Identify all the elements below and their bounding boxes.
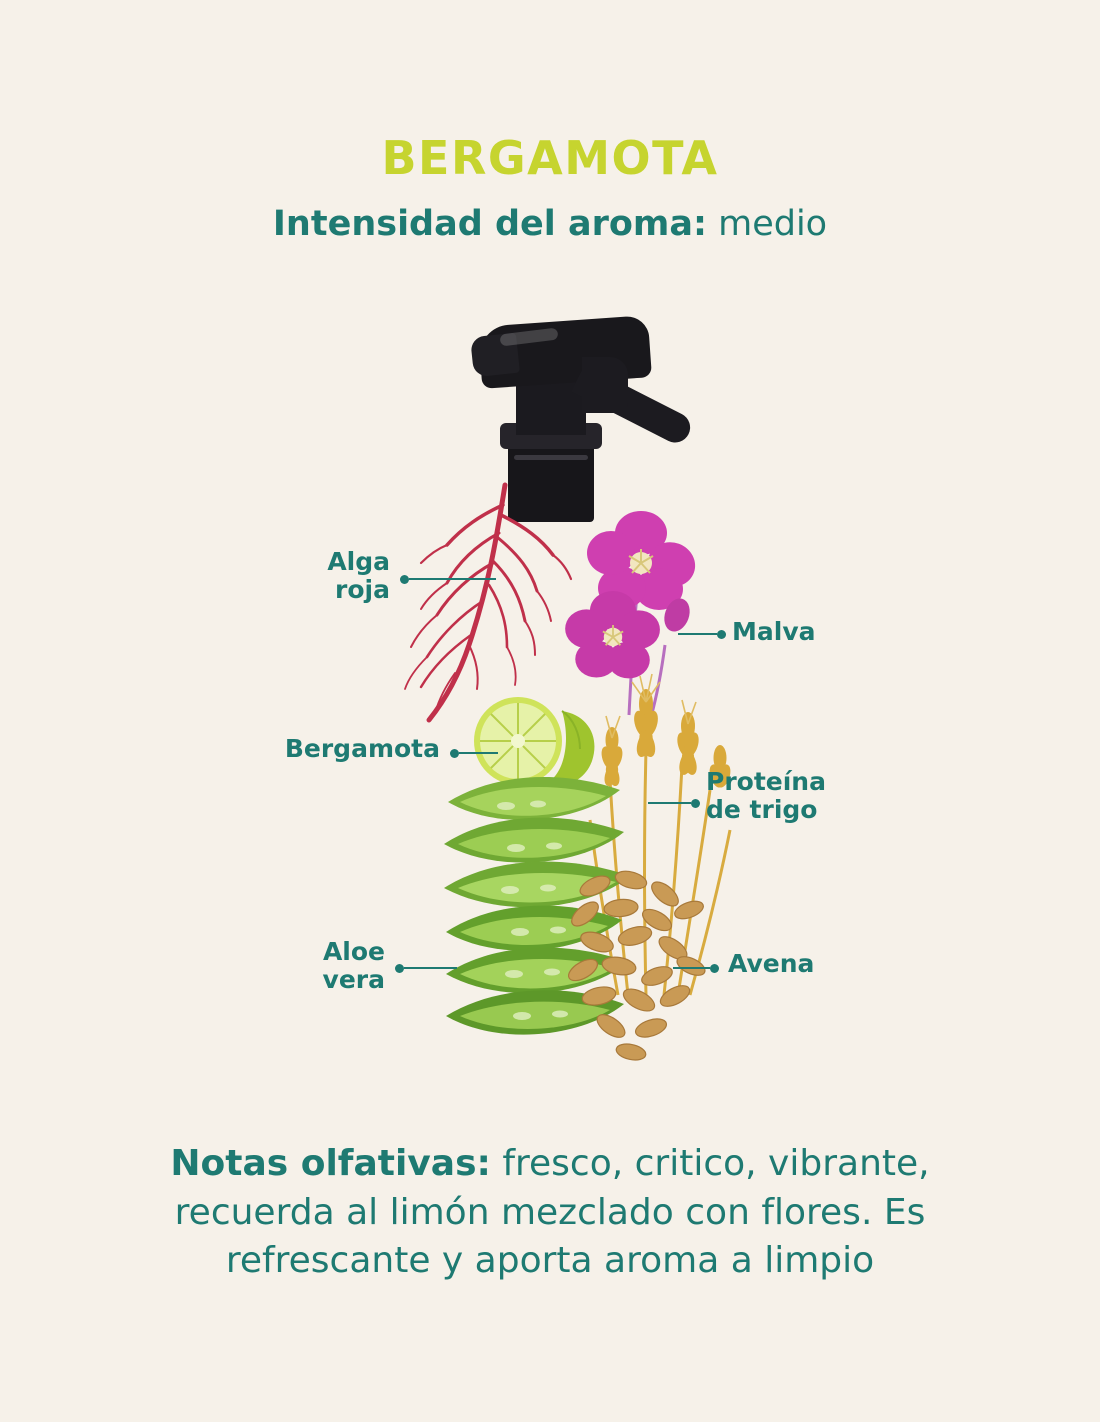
olfactory-notes bbox=[95, 1140, 1005, 1286]
aroma-intensity-value: medio bbox=[718, 204, 828, 244]
label-avena bbox=[728, 950, 908, 978]
label-bergamota-line1: Bergamota bbox=[284, 734, 440, 763]
label-alga-roja-line2: roja bbox=[335, 575, 390, 604]
olfactory-notes-text: fresco, critico, vibrante, recuerda al limón mezclado con flores. Es refrescante y aporta aroma a limpio bbox=[174, 1143, 930, 1282]
ingredient-composition bbox=[0, 290, 1100, 1110]
label-aloe-vera bbox=[205, 938, 385, 994]
aroma-intensity bbox=[0, 204, 1100, 244]
label-aloe-vera-line2: vera bbox=[322, 965, 385, 994]
label-proteina-de-trigo bbox=[706, 768, 926, 824]
aroma-intensity-label: Intensidad del aroma: bbox=[272, 204, 707, 244]
label-malva bbox=[732, 618, 912, 646]
label-alga-roja bbox=[210, 548, 390, 604]
olfactory-notes-label: Notas olfativas: bbox=[170, 1143, 491, 1184]
label-alga-roja-line1: Alga bbox=[327, 547, 390, 576]
label-avena-line1: Avena bbox=[728, 949, 815, 978]
label-proteina-line1: Proteína bbox=[706, 767, 826, 796]
oat-grain-icon bbox=[565, 870, 710, 1070]
page-title: BERGAMOTA bbox=[381, 131, 719, 185]
label-proteina-line2: de trigo bbox=[706, 795, 818, 824]
label-malva-line1: Malva bbox=[732, 617, 816, 646]
label-aloe-vera-line1: Aloe bbox=[322, 937, 385, 966]
label-bergamota bbox=[200, 735, 440, 763]
